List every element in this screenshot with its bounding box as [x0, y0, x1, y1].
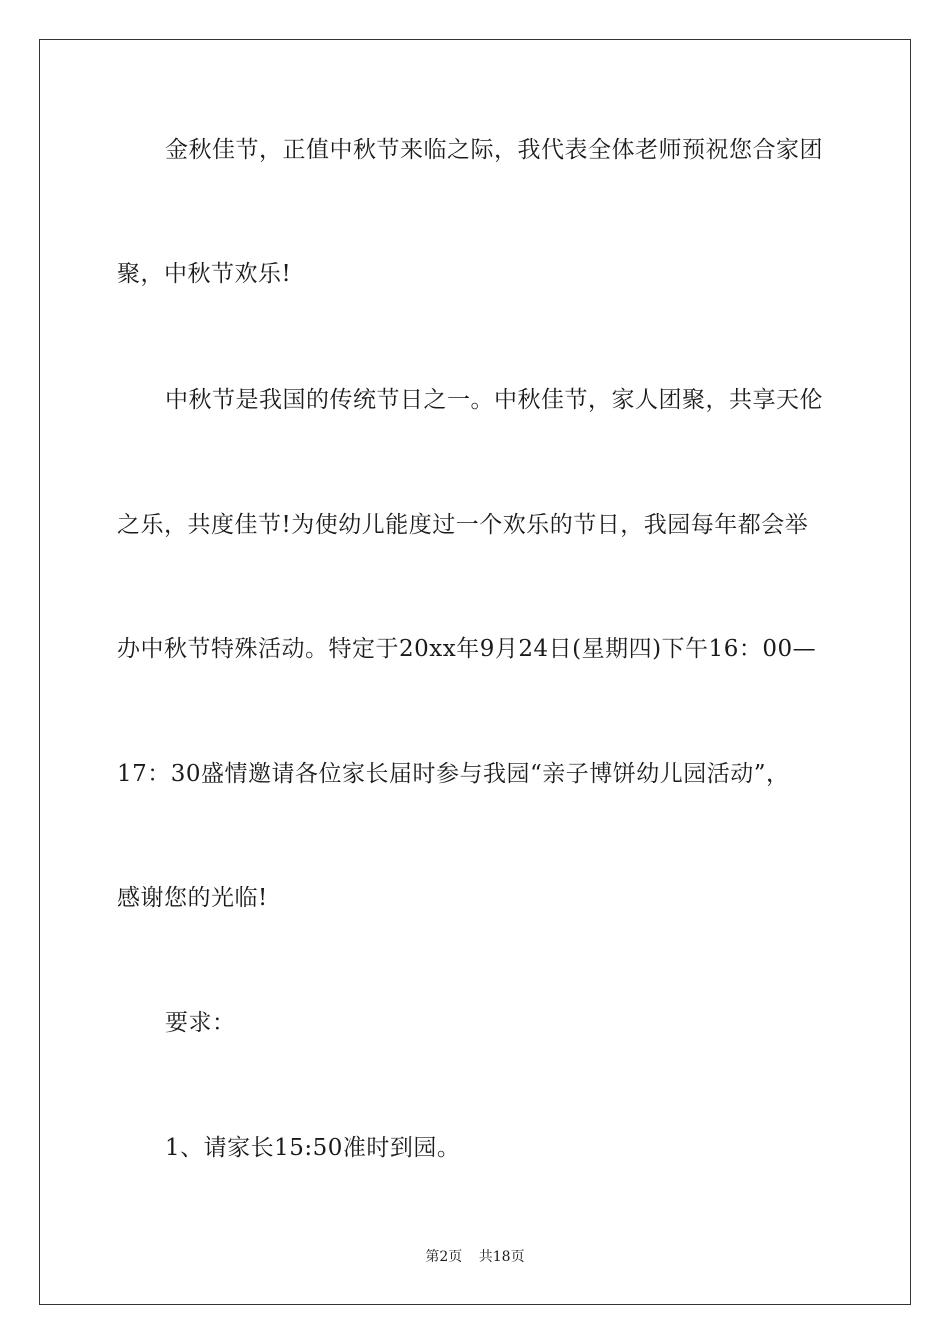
page-footer: [0, 1248, 950, 1266]
requirements-heading: 要求：: [165, 1010, 236, 1036]
paragraph-line-1: 金秋佳节，正值中秋节来临之际，我代表全体老师预祝您合家团: [165, 137, 823, 163]
paragraph-line-4: 之乐，共度佳节!为使幼儿能度过一个欢乐的节日，我园每年都会举: [117, 512, 809, 538]
page-frame: [39, 39, 911, 1305]
page-number: 第2页: [425, 1249, 463, 1265]
paragraph-line-2: 聚，中秋节欢乐!: [117, 261, 292, 287]
page-total: 共18页: [478, 1249, 525, 1265]
paragraph-line-7: 感谢您的光临!: [117, 885, 268, 911]
paragraph-line-3: 中秋节是我国的传统节日之一。中秋佳节，家人团聚，共享天伦: [165, 387, 823, 413]
paragraph-line-5: 办中秋节特殊活动。特定于20xx年9月24日(星期四)下午16：00—: [117, 636, 817, 662]
requirement-item-1: 1、请家长15:50准时到园。: [165, 1135, 461, 1161]
paragraph-line-6: 17：30盛情邀请各位家长届时参与我园“亲子博饼幼儿园活动”，: [117, 761, 790, 787]
